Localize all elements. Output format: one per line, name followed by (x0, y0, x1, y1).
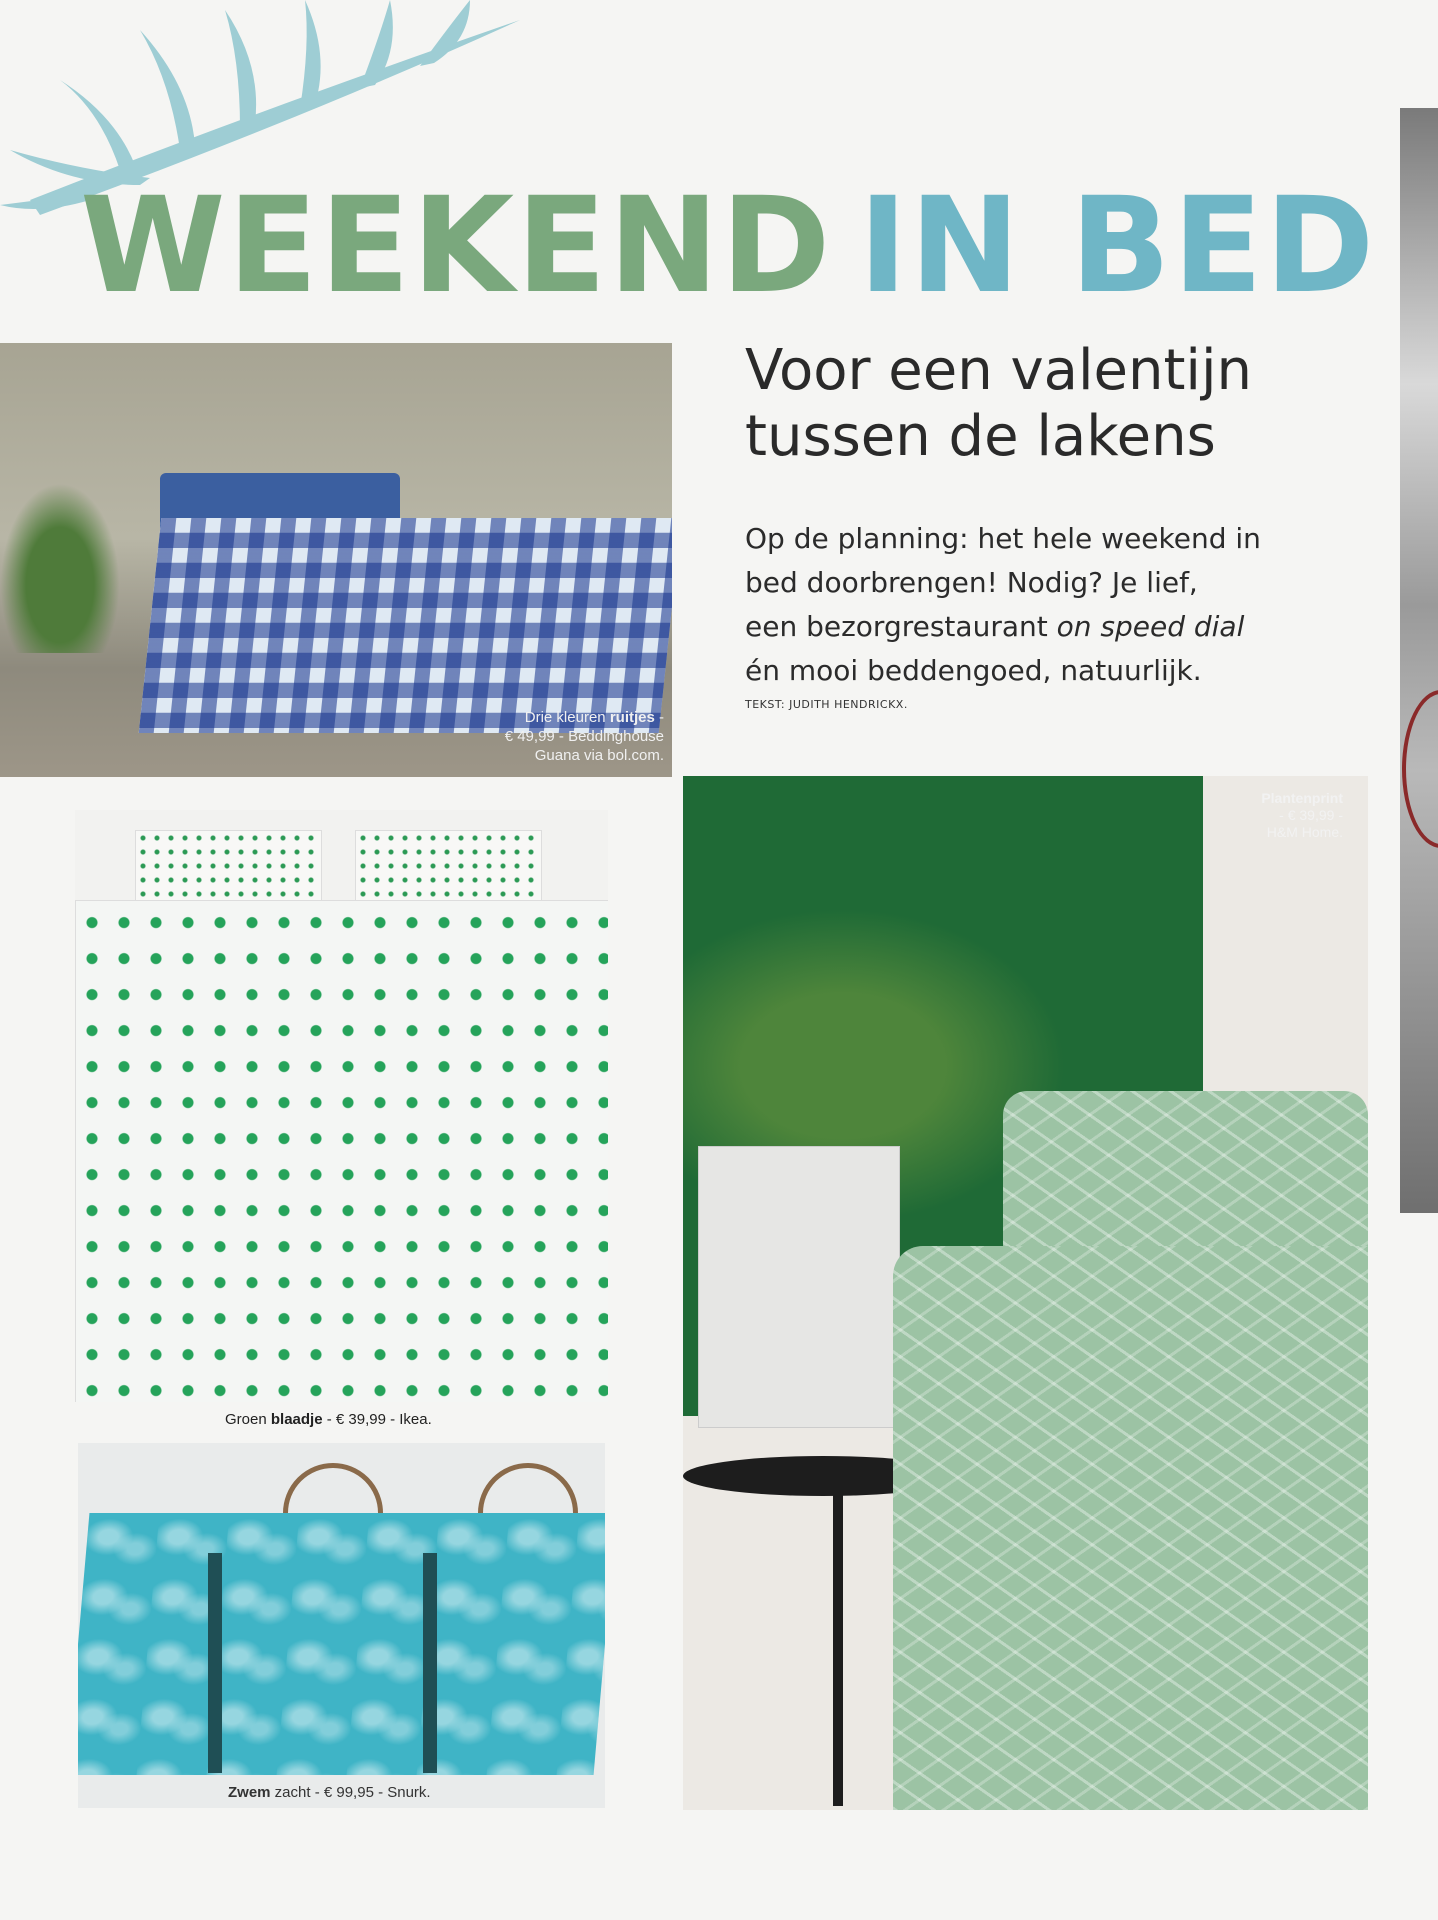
caption-zwem-post: zacht - € 99,95 - Snurk. (270, 1784, 431, 1801)
duvet-pot-print (75, 900, 608, 1402)
intro-paragraph (745, 517, 1385, 693)
duvet-palm (893, 1246, 1368, 1810)
photo-palm-print-bed (683, 776, 1368, 1810)
headline-line-1: Voor een valentijn (745, 338, 1253, 403)
caption-blaadje-pre: Groen (225, 1411, 271, 1428)
caption-blaadje (225, 1410, 432, 1429)
page-title (80, 169, 1377, 323)
title-in-bed: IN BED (858, 169, 1377, 323)
photo-pool-bed (78, 1443, 605, 1808)
intro-line-4: én mooi beddengoed, natuurlijk. (745, 654, 1202, 687)
pool-ladder-left (208, 1553, 222, 1773)
intro-line-1: Op de planning: het hele weekend in (745, 522, 1261, 555)
caption-ruitjes (505, 708, 664, 765)
photo-gingham-bed (0, 343, 672, 777)
caption-zwem (228, 1783, 431, 1802)
plants (0, 483, 120, 653)
caption-plantenprint-bold: Plantenprint (1261, 790, 1343, 806)
author-credit: TEKST: JUDITH HENDRICKX. (745, 698, 908, 711)
adjacent-page-strip (1400, 108, 1438, 1213)
pool-ladder-right (423, 1553, 437, 1773)
caption-ruitjes-line-1 (505, 708, 664, 727)
caption-plantenprint (1261, 790, 1343, 841)
caption-plantenprint-line-2: - € 39,99 - (1279, 807, 1343, 823)
caption-zwem-bold: Zwem (228, 1784, 271, 1801)
caption-plantenprint-line-3: H&M Home. (1266, 824, 1343, 840)
title-weekend: WEEKEND (80, 169, 833, 323)
caption-ruitjes-line-3: Guana via bol.com. (534, 747, 664, 764)
caption-ruitjes-pre: Drie kleuren (524, 709, 610, 726)
table-leg (833, 1486, 843, 1806)
caption-blaadje-bold: blaadje (270, 1411, 323, 1428)
headline-line-2: tussen de lakens (745, 404, 1216, 469)
caption-ruitjes-post: - (654, 709, 664, 726)
intro-line-3-text: een bezorgrestaurant (745, 610, 1057, 643)
duvet-pool-print (78, 1513, 605, 1775)
photo-pot-print-bed (75, 810, 608, 1402)
caption-ruitjes-bold: ruitjes (609, 709, 655, 726)
article-headline (745, 338, 1385, 470)
intro-line-3 (745, 605, 1385, 649)
caption-blaadje-post: - € 39,99 - Ikea. (322, 1411, 432, 1428)
intro-line-2: bed doorbrengen! Nodig? Je lief, (745, 566, 1198, 599)
duvet-gingham (139, 518, 672, 733)
intro-line-3-italic: on speed dial (1056, 610, 1245, 643)
caption-plantenprint-line-1 (1261, 790, 1343, 807)
poster-frame (698, 1146, 900, 1428)
caption-ruitjes-line-2: € 49,99 - Beddinghouse (504, 728, 664, 745)
pillow-palm (1003, 1091, 1368, 1271)
